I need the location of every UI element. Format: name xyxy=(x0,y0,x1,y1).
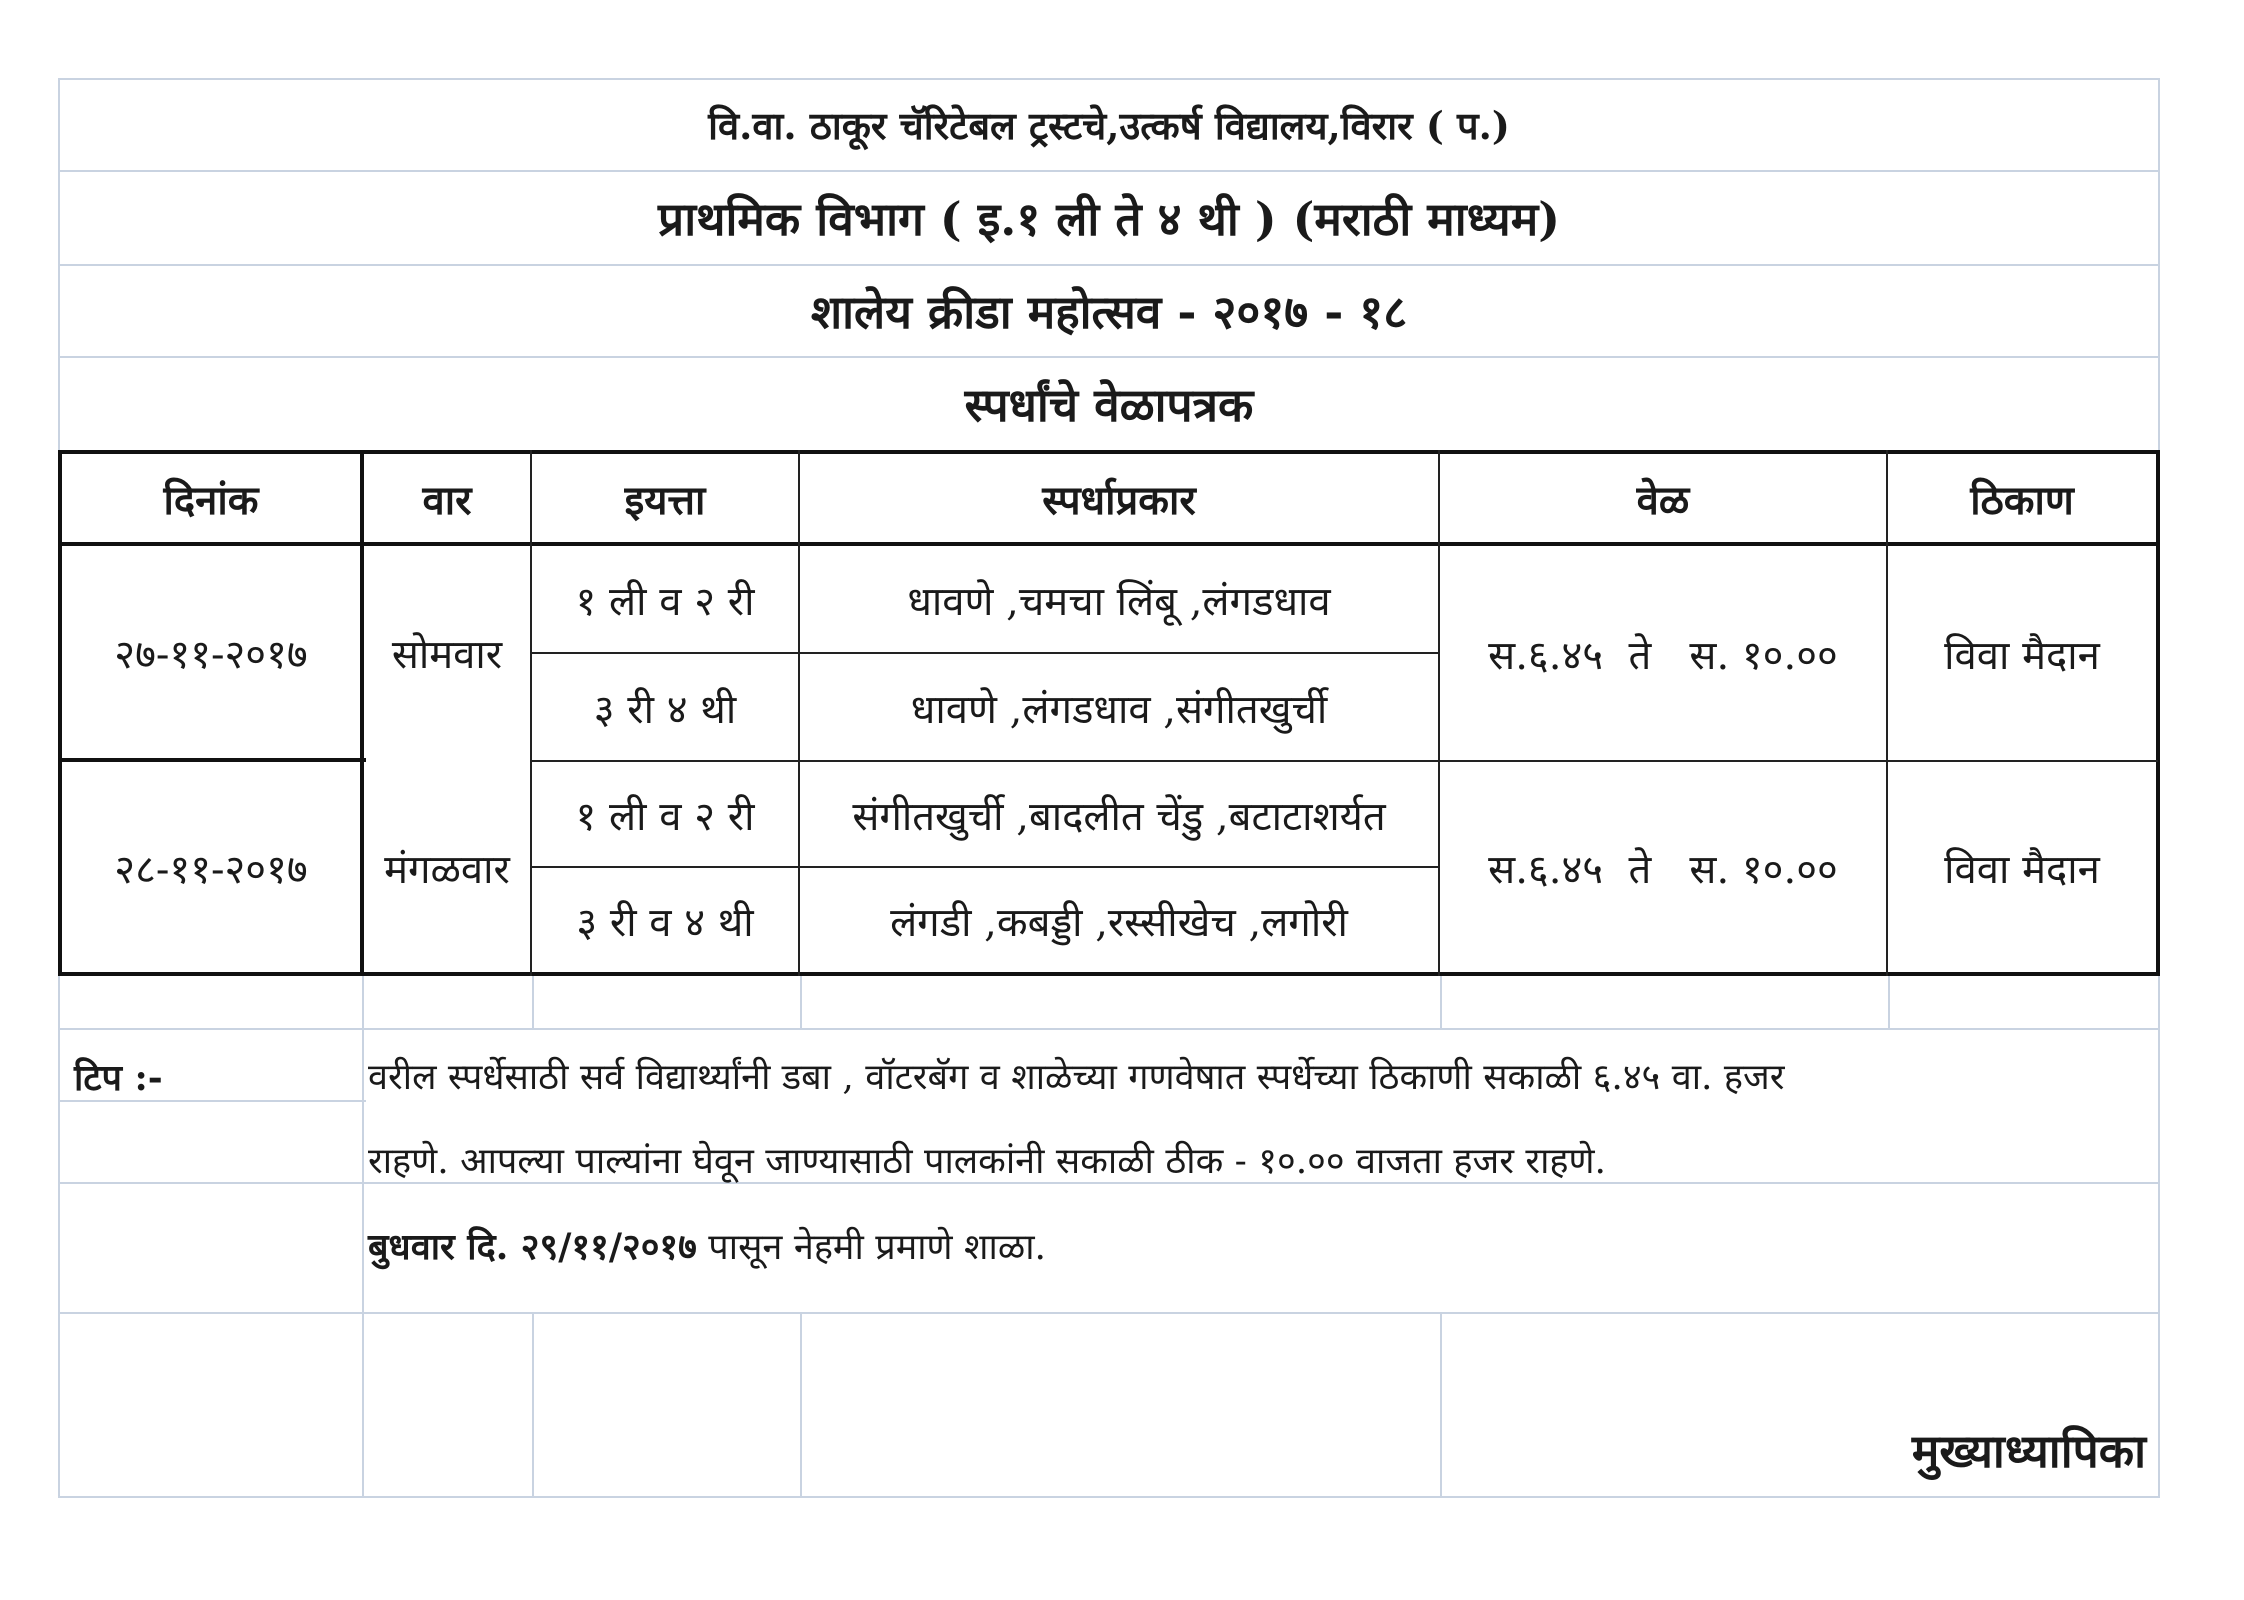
school-line: वि.वा. ठाकूर चॅरिटेबल ट्रस्टचे,उत्कर्ष विद्यालय,विरार ( प.) xyxy=(708,103,1510,148)
division-line: प्राथमिक विभाग ( इ.१ ली ते ४ थी ) (मराठी माध्यम) xyxy=(658,192,1560,246)
time-cell: स.६.४५ ते स. १०.०० xyxy=(1488,632,1838,679)
col-date: दिनांक xyxy=(163,476,259,524)
date-cell: २७-११-२०१७ xyxy=(114,631,308,678)
note-line-2: राहणे. आपल्या पाल्यांना घेवून जाण्यासाठी पालकांनी सकाळी ठीक - १०.०० वाजता हजर राहणे. xyxy=(368,1140,1607,1182)
venue-cell: विवा मैदान xyxy=(1944,632,2100,679)
weekday-cell: सोमवार xyxy=(391,631,503,678)
events-cell: धावणे ,लंगडधाव ,संगीतखुर्ची xyxy=(910,686,1328,733)
schedule-title: स्पर्धांचे वेळापत्रक xyxy=(964,378,1254,432)
event-line: शालेय क्रीडा महोत्सव - २०१७ - १८ xyxy=(810,285,1408,339)
signature: मुख्याध्यापिका xyxy=(1911,1424,2146,1478)
grade-cell: १ ली व २ री xyxy=(575,793,755,840)
note-line-3-rest: पासून नेहमी प्रमाणे शाळा. xyxy=(696,1226,1046,1268)
col-time: वेळ xyxy=(1636,476,1690,524)
events-cell: संगीतखुर्ची ,बादलीत चेंडु ,बटाटाशर्यत xyxy=(852,793,1386,840)
col-events: स्पर्धाप्रकार xyxy=(1042,476,1196,524)
note-label: टिप :- xyxy=(74,1056,163,1099)
col-grade: इयत्ता xyxy=(624,476,706,524)
grade-cell: ३ री ४ थी xyxy=(593,686,737,733)
col-venue: ठिकाण xyxy=(1970,476,2074,524)
grade-cell: १ ली व २ री xyxy=(575,578,755,625)
time-cell: स.६.४५ ते स. १०.०० xyxy=(1488,846,1838,893)
venue-cell: विवा मैदान xyxy=(1944,846,2100,893)
col-weekday: वार xyxy=(422,476,472,524)
date-cell: २८-११-२०१७ xyxy=(114,846,308,893)
events-cell: धावणे ,चमचा लिंबू ,लंगडधाव xyxy=(907,578,1331,625)
events-cell: लंगडी ,कबड्डी ,रस्सीखेच ,लगोरी xyxy=(890,899,1348,946)
grade-cell: ३ री व ४ थी xyxy=(576,899,754,946)
note-line-1: वरील स्पर्धेसाठी सर्व विद्यार्थ्यांनी डबा , वॉटरबॅग व शाळेच्या गणवेषात स्पर्धेच्या ठिकाणी सकाळी ६.४५ वा. हजर xyxy=(368,1056,1785,1098)
note-line-3 xyxy=(368,1200,2148,1290)
weekday-cell: मंगळवार xyxy=(384,846,510,893)
note-line-3-date: बुधवार दि. २९/११/२०१७ xyxy=(368,1225,697,1268)
